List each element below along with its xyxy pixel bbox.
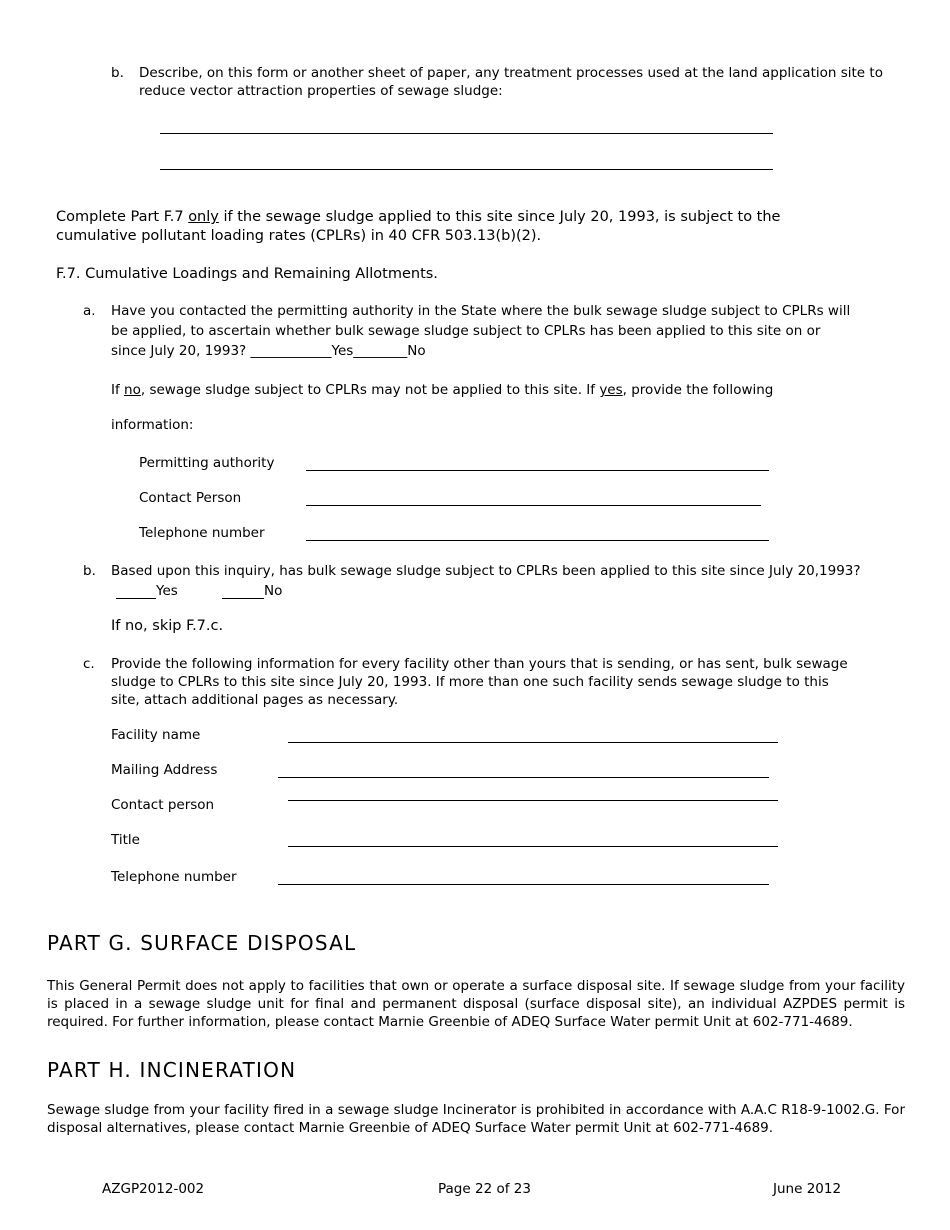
f7c-telephone-label: Telephone number: [111, 869, 237, 885]
f7-title: F.7. Cumulative Loadings and Remaining Allotments.: [56, 266, 438, 282]
f7a-contact-person-field[interactable]: [306, 505, 761, 506]
footer-page-number: Page 22 of 23: [438, 1181, 531, 1197]
f7b-marker: b.: [83, 563, 96, 579]
f7b-no-blank[interactable]: [222, 598, 264, 599]
f7a-if-pre: If: [111, 382, 125, 398]
f7c-mailing-address-label: Mailing Address: [111, 762, 218, 778]
f7c-telephone-field[interactable]: [278, 884, 769, 885]
footer-date: June 2012: [773, 1181, 842, 1197]
f7a-if-line: [111, 381, 773, 399]
f7a-information: information:: [111, 417, 194, 433]
f7-intro-post: if the sewage sludge applied to this site since July 20, 1993, is subject to the: [218, 209, 781, 225]
f7c-title-label: Title: [111, 832, 140, 848]
f7c-title-field[interactable]: [288, 846, 778, 847]
f6b-line1: Describe, on this form or another sheet of paper, any treatment processes used at the land application site to: [139, 65, 883, 81]
f7b-yes-label: Yes: [156, 583, 178, 599]
f7a-contact-person-label: Contact Person: [139, 490, 242, 506]
f7-intro-only: only: [188, 209, 219, 225]
f7a-if-no: no: [124, 382, 141, 398]
f7-intro-pre: Complete Part F.7: [56, 209, 189, 225]
f7b-no-label: No: [264, 583, 283, 599]
f7a-telephone-field[interactable]: [306, 540, 769, 541]
f7b-line1: Based upon this inquiry, has bulk sewage sludge subject to CPLRs been applied to this site since July 20,1993?: [111, 563, 861, 579]
f6b-answer-line-1[interactable]: [160, 133, 773, 134]
f7a-permitting-authority-field[interactable]: [306, 470, 769, 471]
f7c-line1: Provide the following information for every facility other than yours that is sending, or has sent, bulk sewage: [111, 656, 848, 672]
footer-doc-id: AZGP2012-002: [102, 1181, 205, 1197]
f7a-if-yes: yes: [599, 382, 623, 398]
f7c-contact-person-field[interactable]: [288, 800, 778, 801]
f7c-mailing-address-field[interactable]: [278, 777, 769, 778]
part-h-body: Sewage sludge from your facility fired in a sewage sludge Incinerator is prohibited in accordance with A.A.C R18-9-1002.G. For disposal alternatives, please contact Marnie Greenbie of ADEQ Surface Water permit Unit at 602-771-4689.: [47, 1102, 905, 1136]
f7c-facility-name-label: Facility name: [111, 727, 201, 743]
f6b-line2: reduce vector attraction properties of sewage sludge:: [139, 83, 503, 99]
f7-intro-line1: [56, 208, 780, 227]
f7a-if-mid: , sewage sludge subject to CPLRs may not be applied to this site. If: [140, 382, 600, 398]
f7a-line2: be applied, to ascertain whether bulk sewage sludge subject to CPLRs has been applied to this site on or: [111, 323, 821, 339]
f7c-contact-person-label: Contact person: [111, 797, 215, 813]
part-g-body: This General Permit does not apply to facilities that own or operate a surface disposal site. If sewage sludge from your facility is placed in a sewage sludge unit for final and permanent disposal (surface disposal site), an individual AZPDES permit is required. For further information, please contact Marnie Greenbie of ADEQ Surface Water permit Unit at 602-771-4689.: [47, 978, 905, 1030]
f7-intro-line2: cumulative pollutant loading rates (CPLRs) in 40 CFR 503.13(b)(2).: [56, 228, 542, 244]
f7b-yes-blank[interactable]: [116, 598, 156, 599]
f6b-marker: b.: [111, 65, 124, 81]
f7a-telephone-label: Telephone number: [139, 525, 265, 541]
f7a-line1: Have you contacted the permitting authority in the State where the bulk sewage sludge subject to CPLRs will: [111, 303, 851, 319]
f6b-answer-line-2[interactable]: [160, 169, 773, 170]
f7a-line3[interactable]: since July 20, 1993? ____________Yes________No: [111, 343, 426, 359]
f7a-permitting-authority-label: Permitting authority: [139, 455, 275, 471]
f7c-marker: c.: [83, 656, 95, 672]
part-h-heading: PART H. INCINERATION: [47, 1058, 297, 1082]
f7b-skip-note: If no, skip F.7.c.: [111, 618, 224, 634]
f7a-marker: a.: [83, 303, 96, 319]
f7c-facility-name-field[interactable]: [288, 742, 778, 743]
part-g-heading: PART G. SURFACE DISPOSAL: [47, 931, 357, 955]
f7c-line2: sludge to CPLRs to this site since July 20, 1993. If more than one such facility sends sewage sludge to this: [111, 674, 829, 690]
f7c-line3: site, attach additional pages as necessary.: [111, 692, 399, 708]
f7a-if-post: , provide the following: [622, 382, 774, 398]
